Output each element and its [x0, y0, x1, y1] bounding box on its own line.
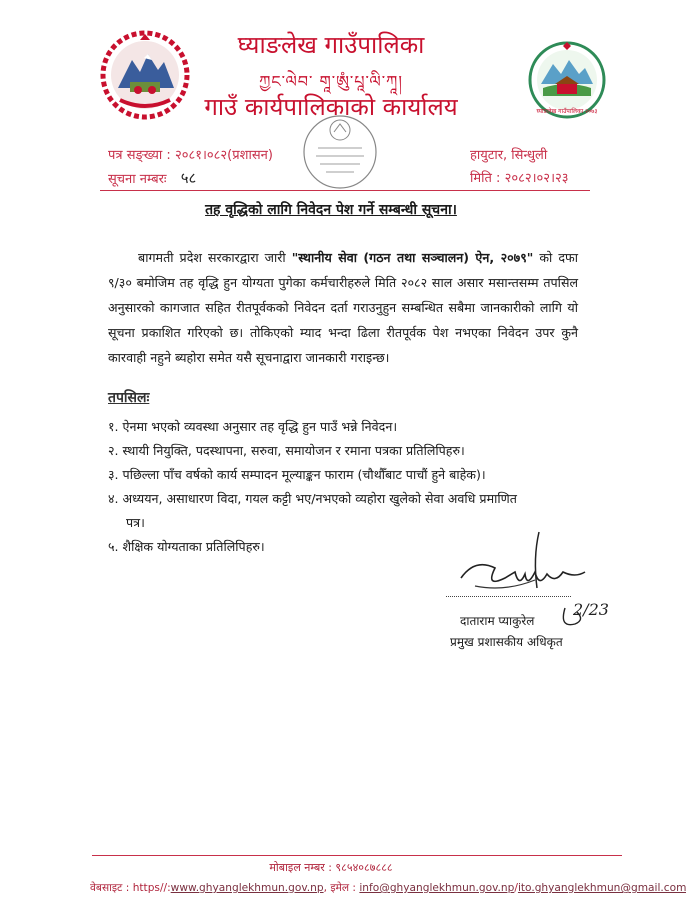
letter-number-label: पत्र सङ्ख्या : — [108, 148, 171, 163]
notice-date — [470, 168, 569, 186]
signature-date: 2/23 — [573, 600, 609, 619]
schedule-heading: तपसिलः — [108, 390, 150, 406]
list-item: ४. अध्ययन, असाधारण विदा, गयल कट्टी भए/नभएको व्यहोरा खुलेको सेवा अवधि प्रमाणित — [108, 491, 517, 506]
letter-number-value: २०८१।०८२(प्रशासन) — [174, 148, 273, 163]
signatory-name: दाताराम प्याकुरेल — [460, 614, 535, 628]
date-label: मिति : — [470, 171, 501, 186]
header-divider — [100, 190, 590, 191]
signature-line — [446, 592, 571, 597]
email-separator: / — [514, 882, 518, 894]
office-title: गाउँ कार्यपालिकाको कार्यालय — [204, 93, 458, 121]
notice-number-label: सूचना नम्बरः — [108, 172, 167, 187]
list-item: १. ऐनमा भएको व्यवस्था अनुसार तह वृद्धि हुन पाउँ भन्ने निवेदन। — [108, 419, 398, 434]
notice-number — [108, 168, 196, 188]
website-link[interactable]: www.ghyanglekhmun.gov.np — [170, 882, 324, 894]
body-intro: बागमती प्रदेश सरकारद्वारा जारी — [138, 250, 292, 265]
list-item-continued: पत्र। — [126, 515, 145, 530]
list-item: २. स्थायी नियुक्ति, पदस्थापना, सरुवा, समायोजन र रमाना पत्रका प्रतिलिपिहरु। — [108, 443, 465, 458]
date-value: २०८२।०२।२३ — [504, 171, 569, 186]
notice-number-value: ५८ — [180, 169, 197, 187]
list-item: ५. शैक्षिक योग्यताका प्रतिलिपिहरु। — [108, 539, 265, 554]
email-label: , इमेल : — [323, 882, 356, 894]
footer-mobile: मोबाइल नम्बर : ९८५४०८७८८८ — [269, 861, 393, 874]
email-link-secondary[interactable]: ito.ghyanglekhmun@gmail.com — [517, 882, 686, 894]
body-text: को दफा ९/३० बमोजिम तह वृद्धि हुन योग्यता पुगेका कर्मचारीहरुले मिति २०८२ साल असार मसान्तसम्म तपसिल अनुसारको कागजात सहित रीतपूर्वकको निवेदन दर्ता गराउनुहुन सम्बन्धित सबैमा जानकारीको लागि यो सूचना प्रकाशित गरिएको छ। तोकिएको म्याद भन्दा ढिला रीतपूर्वक पेश नभएका निवेदन उपर कुनै कारवाही नहुने ब्यहोरा समेत यसै सूचनाद्वारा जानकारी गराइन्छ। — [108, 250, 578, 365]
footer-divider — [92, 855, 622, 856]
location: हायुटार, सिन्धुली — [470, 148, 548, 163]
municipality-title: घ्याङलेख गाउँपालिका — [237, 31, 425, 59]
municipality-logo-caption: घ्याङलेख गाउँपालिका २०७३ — [536, 108, 598, 115]
notice-title: तह वृद्धिको लागि निवेदन पेश गर्ने सम्बन्धी सूचना। — [205, 202, 457, 218]
list-item: ३. पछिल्ला पाँच वर्षको कार्य सम्पादन मूल्याङ्कन फाराम (चौथौँबाट पाचौं हुने बाहेक)। — [108, 467, 486, 482]
email-link[interactable]: info@ghyanglekhmun.gov.np — [359, 882, 515, 894]
act-name: "स्थानीय सेवा (गठन तथा सञ्चालन) ऐन, २०७९" — [291, 250, 534, 265]
municipality-title-tibetan: ཀྱང་ལེབ་ གཱ་ཨུཾ་པཱ་ལི་ཀཱ། — [259, 72, 403, 91]
letter-number — [108, 145, 273, 163]
signatory-designation: प्रमुख प्रशासकीय अधिकृत — [450, 635, 563, 649]
notice-body — [108, 245, 578, 370]
website-label: वेबसाइट : https//: — [90, 882, 171, 894]
office-stamp-icon — [300, 112, 380, 192]
footer-contact — [90, 881, 686, 895]
